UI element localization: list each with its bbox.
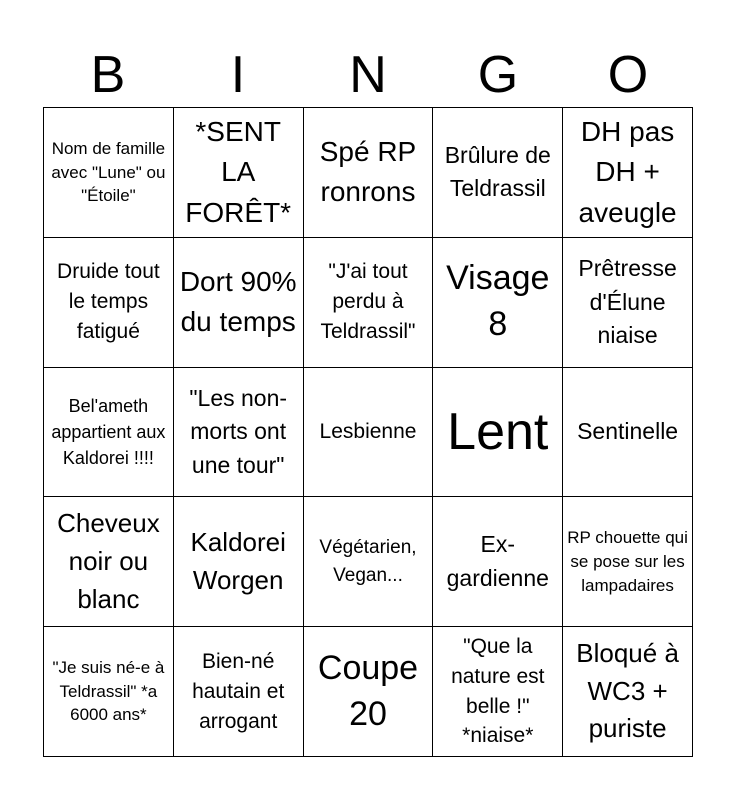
bingo-cell[interactable] [304, 497, 434, 627]
bingo-cell[interactable] [433, 627, 563, 757]
bingo-cell[interactable] [433, 497, 563, 627]
header-letter-o: O [607, 46, 649, 104]
cell-text: Bien-né hautain et arrogant [192, 649, 285, 733]
bingo-cell[interactable] [304, 627, 434, 757]
cell-text: "Que la nature est belle !" *niaise* [451, 634, 545, 748]
bingo-cell[interactable] [433, 108, 563, 238]
header-letter-b: B [90, 46, 126, 104]
bingo-cell[interactable] [174, 497, 304, 627]
bingo-cell[interactable] [563, 238, 693, 368]
bingo-cell[interactable] [433, 238, 563, 368]
bingo-cell[interactable] [44, 627, 174, 757]
cell-text: DH pas DH + aveugle [578, 115, 677, 228]
bingo-cell[interactable] [44, 497, 174, 627]
cell-text: Végétarien, Vegan... [319, 537, 417, 586]
bingo-header [43, 44, 693, 106]
cell-text: Coupe 20 [317, 648, 419, 733]
bingo-cell[interactable] [174, 368, 304, 498]
bingo-cell[interactable] [563, 108, 693, 238]
bingo-cell[interactable] [563, 497, 693, 627]
cell-text: Nom de famille avec "Lune" ou "Étoile" [51, 138, 166, 206]
cell-text: Sentinelle [577, 418, 679, 445]
bingo-cell[interactable] [44, 108, 174, 238]
cell-text: "Je suis né-e à Teldrassil" *a 6000 ans* [52, 657, 165, 725]
bingo-cell[interactable] [304, 368, 434, 498]
cell-text: Cheveux noir ou blanc [57, 508, 160, 614]
bingo-cell[interactable] [174, 627, 304, 757]
bingo-cell[interactable] [174, 238, 304, 368]
cell-text: Bel'ameth appartient aux Kaldorei !!!! [51, 395, 166, 469]
cell-text: Visage 8 [446, 259, 550, 344]
header-letter-i: I [230, 46, 246, 104]
cell-text: *SENT LA FORÊT* [185, 115, 292, 228]
bingo-cell[interactable] [304, 238, 434, 368]
cell-text: Dort 90% du temps [179, 265, 297, 338]
cell-text: Spé RP ronrons [319, 135, 417, 208]
header-letter-n: N [349, 46, 387, 104]
bingo-cell[interactable] [563, 368, 693, 498]
bingo-cell[interactable] [44, 368, 174, 498]
bingo-cell[interactable] [304, 108, 434, 238]
bingo-grid [43, 107, 693, 757]
cell-text: Ex-gardienne [446, 531, 549, 591]
cell-text: Lent [447, 402, 549, 461]
cell-text: Lesbienne [319, 420, 417, 444]
bingo-cell[interactable] [174, 108, 304, 238]
header-letter-g: G [477, 46, 519, 104]
bingo-cell[interactable] [563, 627, 693, 757]
cell-text: "Les non-morts ont une tour" [189, 384, 288, 478]
cell-text: Bloqué à WC3 + puriste [576, 638, 679, 744]
cell-text: RP chouette qui se pose sur les lampadaires [567, 528, 688, 595]
cell-text: Druide tout le temps fatigué [57, 260, 160, 344]
bingo-cell[interactable] [433, 368, 563, 498]
cell-text: "J'ai tout perdu à Teldrassil" [320, 260, 416, 344]
bingo-cell[interactable] [44, 238, 174, 368]
cell-text: Prêtresse d'Élune niaise [578, 255, 677, 348]
cell-text: Brûlure de Teldrassil [444, 142, 551, 202]
cell-text: Kaldorei Worgen [190, 527, 286, 595]
